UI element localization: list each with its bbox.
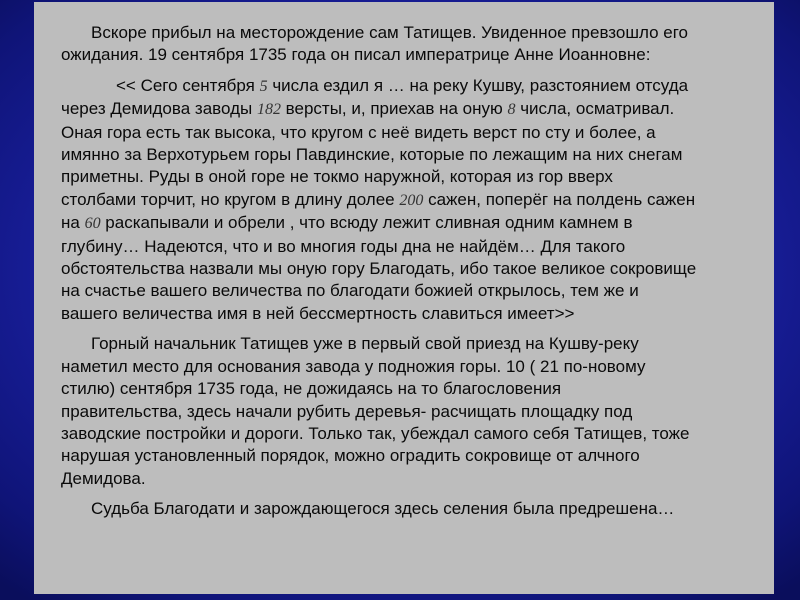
text-line: приметны. Руды в оной горе не токмо наружной, которая из гор вверх [61, 167, 613, 187]
text-line: наметил место для основания завода у подножия горы. 10 ( 21 по-новому [61, 356, 646, 376]
number: 60 [84, 215, 101, 233]
text-line: << Сего сентября 5 числа ездил я … на реку Кушву, разстоянием отсуда [116, 75, 689, 95]
paragraph-tatishchev [61, 333, 762, 490]
paragraph-quote [61, 75, 762, 325]
text-line: Демидова. [61, 468, 146, 488]
text-line: глубину… Надеются, что и во многия годы дна не найдём… Для такого [61, 236, 626, 256]
text-line: на 60 раскапывали и обрели , что всюду лежит сливная одним камнем в [61, 213, 633, 233]
number: 5 [259, 77, 268, 95]
text-line: заводские постройки и дороги. Только так, убеждал самого себя Татищев, тоже [61, 423, 690, 443]
text-line: вашего величества имя в ней бессмертность славиться имеет>> [61, 303, 575, 323]
text-line: ожидания. 19 сентября 1735 года он писал императрице Анне Иоанновне: [61, 45, 651, 65]
number: 8 [507, 101, 516, 119]
text-line: имянно за Верхотурьем горы Павдинские, которые по лежащим на них снегам [61, 145, 683, 165]
number: 182 [256, 101, 281, 119]
text-line: Вскоре прибыл на месторождение сам Татищев. Увиденное превзошло его [91, 23, 689, 42]
text-line: Судьба Благодати и зарождающегося здесь селения была предрешена… [91, 499, 675, 519]
text-line: Горный начальник Татищев уже в первый свой приезд на Кушву-реку [91, 334, 639, 354]
text-line: Оная гора есть так высока, что кругом с неё видеть верст по сту и более, а [61, 122, 656, 142]
text-line: нарушая установленный порядок, можно оградить сокровище от алчного [61, 446, 640, 466]
text-line: через Демидова заводы 182 версты, и, приехав на оную 8 числа, осматривал. [61, 99, 675, 119]
text-line: на счастье вашего величества по благодати божией открылось, тем же и [61, 281, 639, 301]
text-line: обстоятельства назвали мы оную гору Благодать, ибо такое великое сокровище [61, 259, 697, 279]
text-line: стилю) сентября 1735 года, не дожидаясь на то благословения [61, 379, 562, 399]
text-line: столбами торчит, но кругом в длину долее 200 сажен, поперёг на полдень сажен [61, 189, 696, 209]
number: 200 [399, 191, 424, 209]
paragraph-conclusion [61, 498, 762, 520]
paragraph-intro [61, 22, 762, 67]
text-line: правительства, здесь начали рубить деревья- расчищать площадку под [61, 401, 633, 421]
text-box [34, 2, 774, 594]
